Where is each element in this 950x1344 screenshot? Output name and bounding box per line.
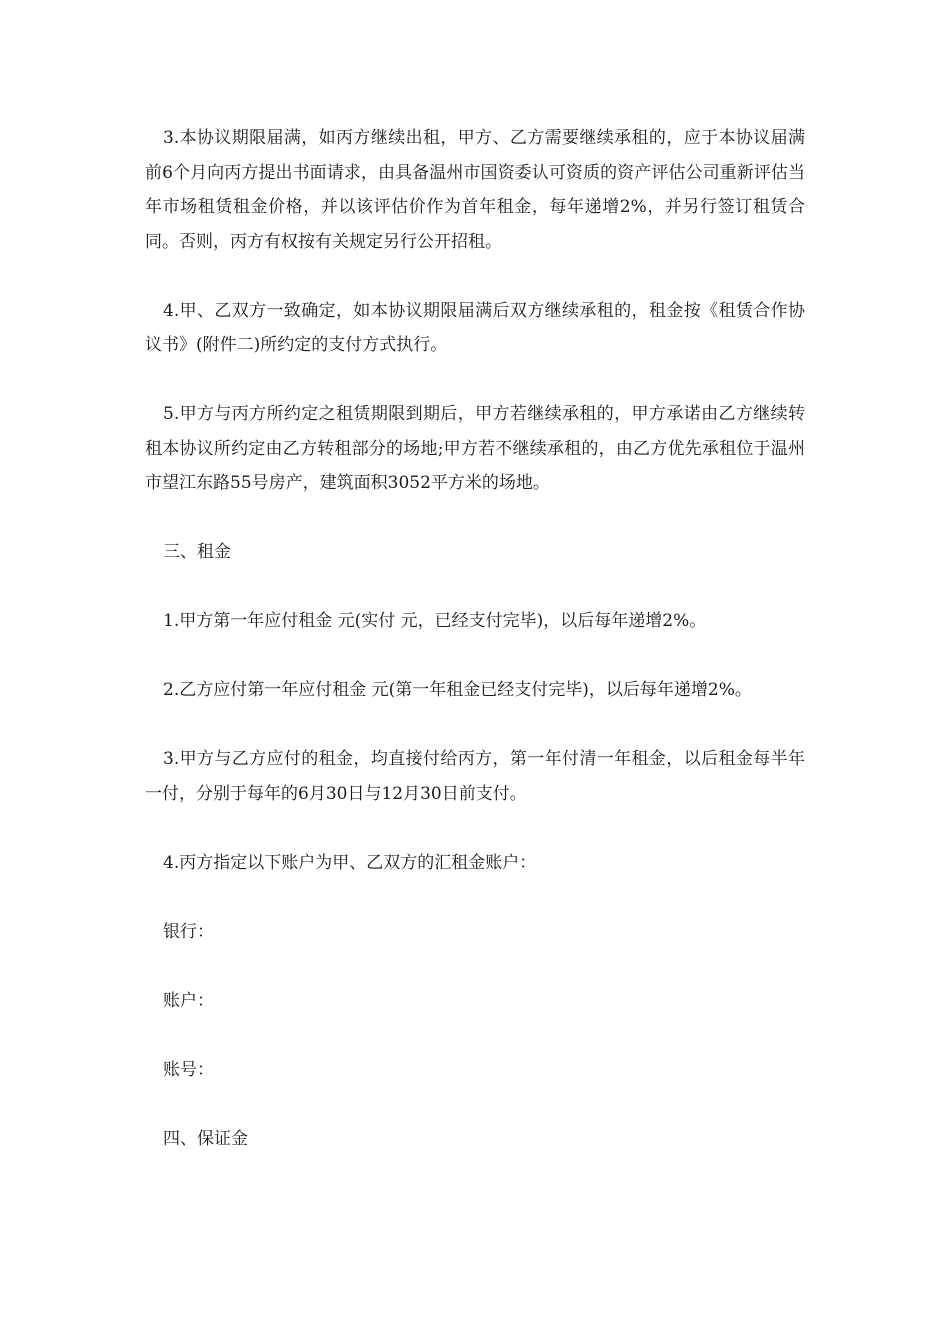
clause-renewal-payment: 4.甲、乙双方一致确定，如本协议期限届满后双方继续承租的，租金按《租赁合作协议书》(附件二)所约定的支付方式执行。 [145, 300, 805, 355]
clause-party-b-rent: 2.乙方应付第一年应付租金 元(第一年租金已经支付完毕)，以后每年递增2%。 [163, 680, 752, 700]
clause-party-a-rent: 1.甲方第一年应付租金 元(实付 元，已经支付完毕)，以后每年递增2%。 [163, 611, 707, 631]
clause-designated-account: 4.丙方指定以下账户为甲、乙双方的汇租金账户： [163, 852, 537, 873]
field-bank: 银行： [163, 921, 214, 942]
field-account-name: 账户： [163, 990, 214, 1011]
section-heading-rent: 三、租金 [163, 542, 231, 562]
clause-renewal-request: 3.本协议期限届满，如丙方继续出租，甲方、乙方需要继续承租的，应于本协议届满前6个月向丙方提出书面请求，由具备温州市国资委认可资质的资产评估公司重新评估当年市场租赁租金价格，并以该评估价作为首年租金，每年递增2%，并另行签订租赁合同。否则，丙方有权按有关规定另行公开招租。 [145, 128, 805, 252]
document-body [145, 121, 805, 1191]
clause-sublease-priority: 5.甲方与丙方所约定之租赁期限到期后，甲方若继续承租的，甲方承诺由乙方继续转租本协议所约定由乙方转租部分的场地;甲方若不继续承租的，由乙方优先承租位于温州市望江东路55号房产，建筑面积3052平方米的场地。 [145, 404, 805, 493]
section-heading-deposit: 四、保证金 [163, 1128, 248, 1149]
clause-payment-schedule: 3.甲方与乙方应付的租金，均直接付给丙方，第一年付清一年租金，以后租金每半年一付，分别于每年的6月30日与12月30日前支付。 [145, 749, 805, 804]
field-account-number: 账号： [163, 1059, 214, 1080]
